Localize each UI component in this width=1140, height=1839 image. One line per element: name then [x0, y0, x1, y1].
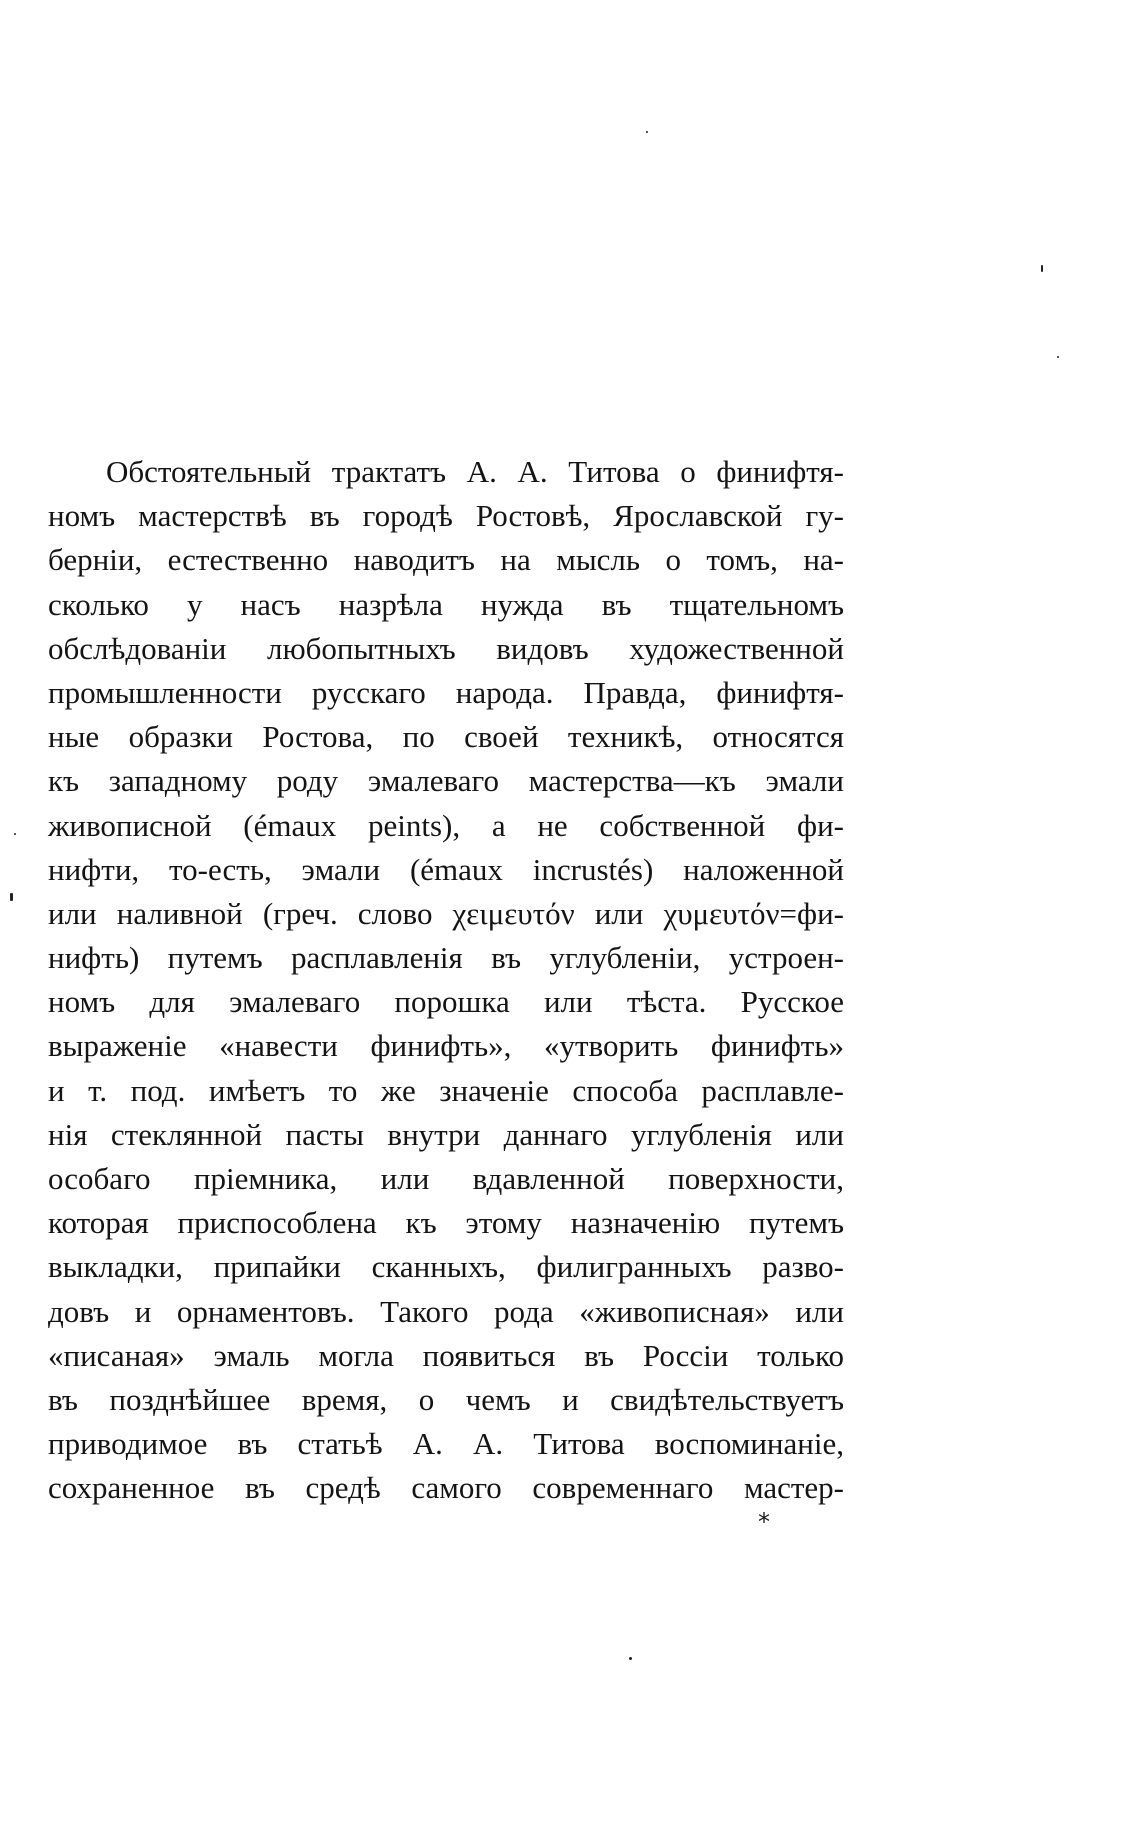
text-line: выраженіе «навести финифть», «утворить финифть» [48, 1028, 844, 1064]
print-speck [14, 833, 16, 835]
text-line: нифти, то-есть, эмали (émaux incrustés) наложенной [48, 851, 844, 887]
body-text [48, 450, 844, 1511]
text-line: или наливной (греч. слово χειμευτόν или χυμευτόν=фи- [48, 895, 844, 931]
print-speck [646, 131, 648, 133]
text-line: довъ и орнаментовъ. Такого рода «живописная» или [48, 1293, 844, 1329]
text-line: Обстоятельный трактатъ А. А. Титова о финифтя- [106, 454, 844, 489]
text-line: приводимое въ статьѣ А. А. Титова воспоминаніе, [48, 1426, 844, 1462]
text-line: которая приспособлена къ этому назначенію путемъ [48, 1205, 844, 1241]
print-speck [1041, 265, 1043, 272]
print-speck [10, 893, 13, 901]
text-line: номъ для эмалеваго порошка или тѣста. Русское [48, 984, 844, 1020]
text-line: нія стеклянной пасты внутри даннаго углубленія или [48, 1116, 844, 1152]
print-speck [629, 1657, 632, 1660]
text-line: выкладки, припайки сканныхъ, филигранныхъ разво- [48, 1249, 844, 1285]
text-line: живописной (émaux peints), а не собственной фи- [48, 807, 844, 843]
text-line: и т. под. имѣетъ то же значеніе способа расплавле- [48, 1072, 844, 1108]
text-line: сколько у насъ назрѣла нужда въ тщательномъ [48, 586, 844, 622]
text-line: ные образки Ростова, по своей техникѣ, относятся [48, 719, 844, 755]
text-line: обслѣдованіи любопытныхъ видовъ художественной [48, 630, 844, 666]
text-line: берніи, естественно наводитъ на мысль о томъ, на- [48, 542, 844, 578]
text-line: къ западному роду эмалеваго мастерства—къ эмали [48, 763, 844, 799]
print-speck [1057, 356, 1059, 358]
text-line: сохраненное въ средѣ самого современнаго мастер- [48, 1470, 844, 1506]
text-line: нифть) путемъ расплавленія въ углубленіи, устроен- [48, 940, 844, 976]
text-line: «писаная» эмаль могла появиться въ Россіи только [48, 1337, 844, 1373]
text-line: особаго пріемника, или вдавленной поверхности, [48, 1161, 844, 1196]
footnote-asterisk: * [758, 1508, 770, 1536]
text-line: номъ мастерствѣ въ городѣ Ростовѣ, Ярославской гу- [48, 498, 844, 534]
text-line: въ позднѣйшее время, о чемъ и свидѣтельствуетъ [48, 1381, 844, 1417]
text-line: промышленности русскаго народа. Правда, финифтя- [48, 674, 844, 710]
